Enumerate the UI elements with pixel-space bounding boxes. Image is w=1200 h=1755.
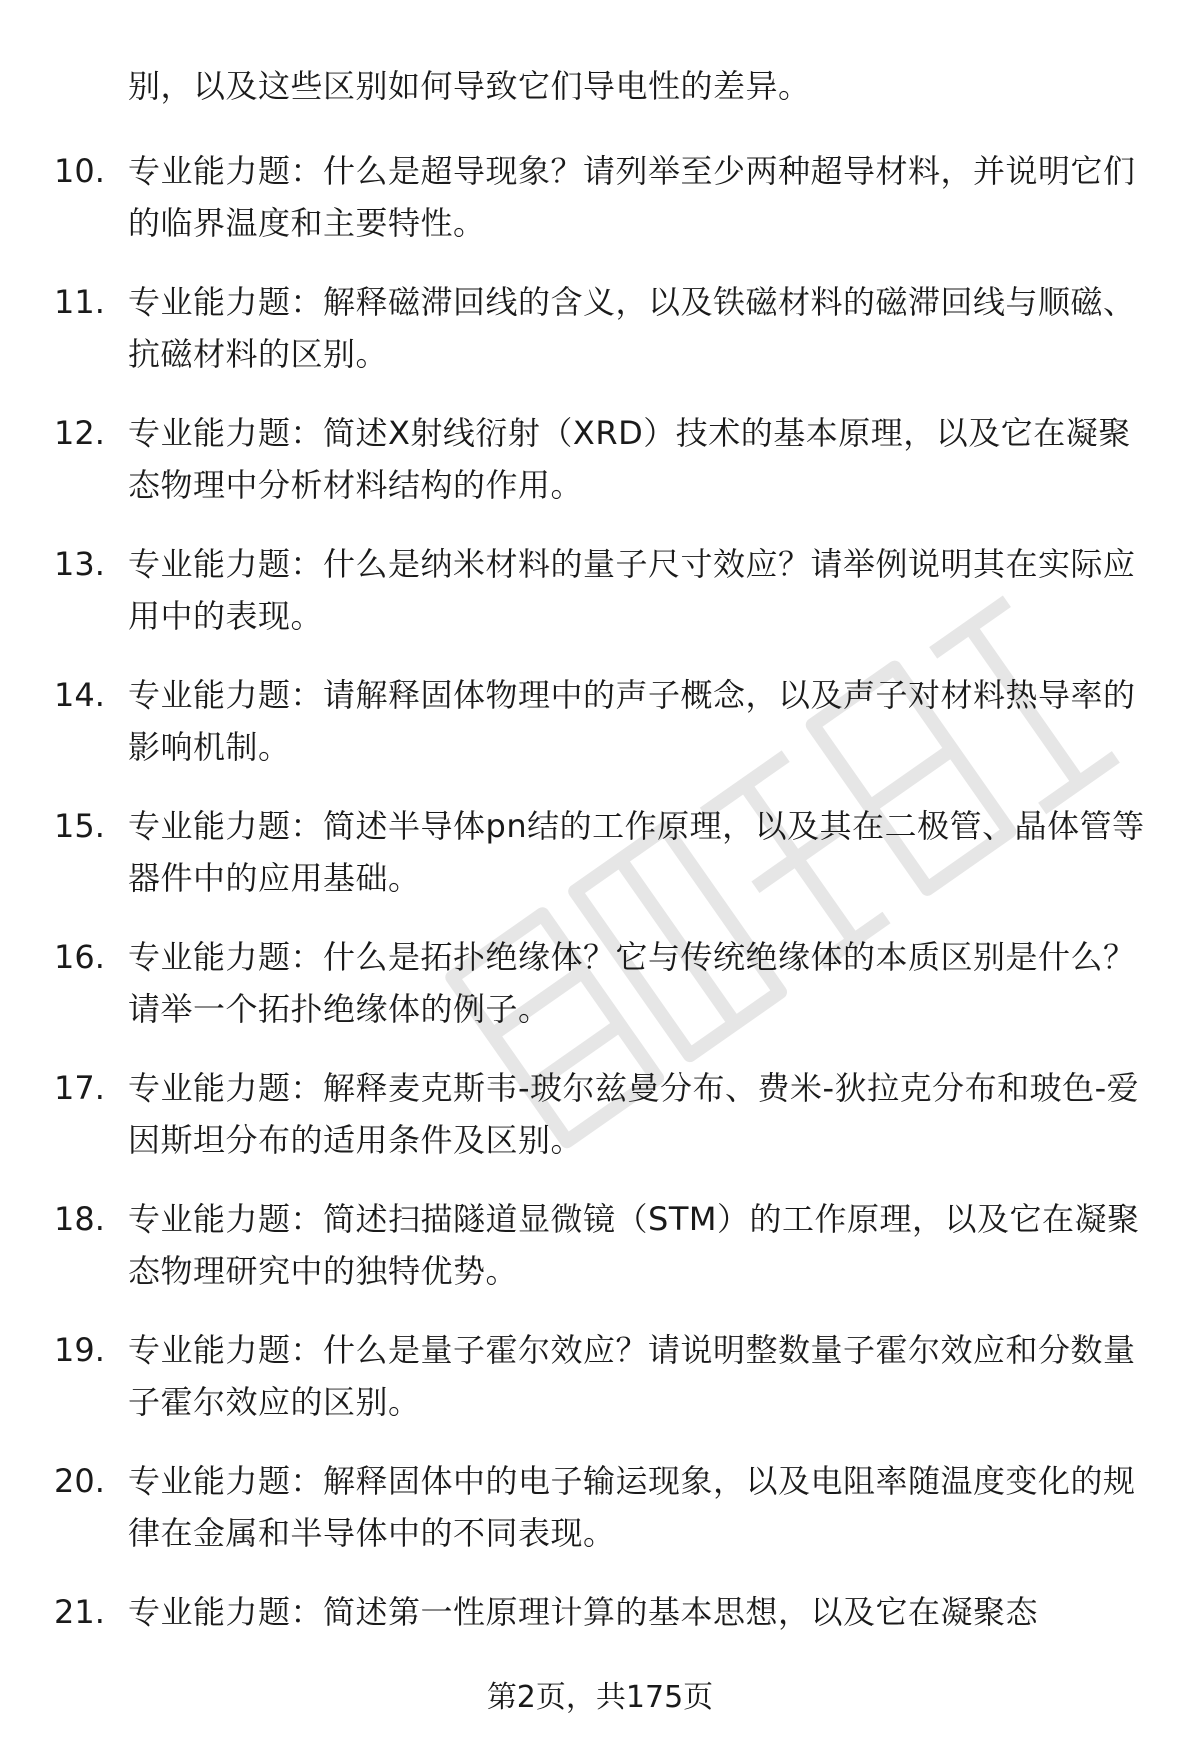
question-list: [0, 145, 1200, 1717]
question-number: 12.: [54, 414, 105, 452]
page-footer: 第2页，共175页: [486, 1680, 714, 1715]
question-number: 14.: [54, 676, 105, 714]
question-item: [0, 538, 1200, 669]
question-text: 专业能力题：解释麦克斯韦-玻尔兹曼分布、费米-狄拉克分布和玻色-爱因斯坦分布的适用条件及区别。: [128, 1069, 1140, 1159]
question-number: 21.: [54, 1593, 105, 1631]
question-number: 20.: [54, 1462, 105, 1500]
question-text: 专业能力题：解释固体中的电子输运现象，以及电阻率随温度变化的规律在金属和半导体中的不同表现。: [128, 1462, 1136, 1552]
question-item: [0, 407, 1200, 538]
question-text: 专业能力题：什么是量子霍尔效应？请说明整数量子霍尔效应和分数量子霍尔效应的区别。: [128, 1331, 1136, 1421]
question-number: 13.: [54, 545, 105, 583]
question-item: [0, 1062, 1200, 1193]
question-text: 专业能力题：什么是超导现象？请列举至少两种超导材料，并说明它们的临界温度和主要特性。: [128, 152, 1136, 242]
question-item: [0, 669, 1200, 800]
question-number: 10.: [54, 152, 105, 190]
question-text: 专业能力题：简述第一性原理计算的基本思想，以及它在凝聚态: [128, 1593, 1039, 1631]
question-item: [0, 1193, 1200, 1324]
question-text: 专业能力题：简述半导体pn结的工作原理，以及其在二极管、晶体管等器件中的应用基础。: [128, 807, 1145, 897]
question-number: 11.: [54, 283, 105, 321]
question-number: 16.: [54, 938, 105, 976]
question-item: [0, 931, 1200, 1062]
question-text: 专业能力题：请解释固体物理中的声子概念，以及声子对材料热导率的影响机制。: [128, 676, 1136, 766]
question-item: [0, 1324, 1200, 1455]
question-item: [0, 276, 1200, 407]
question-number: 19.: [54, 1331, 105, 1369]
question-text: 专业能力题：简述扫描隧道显微镜（STM）的工作原理，以及它在凝聚态物理研究中的独特优势。: [128, 1200, 1140, 1290]
question-item: [0, 145, 1200, 276]
question-item: [0, 800, 1200, 931]
question-number: 15.: [54, 807, 105, 845]
question-text: 专业能力题：什么是拓扑绝缘体？它与传统绝缘体的本质区别是什么？请举一个拓扑绝缘体的例子。: [128, 938, 1136, 1028]
question-text: 专业能力题：解释磁滞回线的含义，以及铁磁材料的磁滞回线与顺磁、抗磁材料的区别。: [128, 283, 1136, 373]
question-number: 18.: [54, 1200, 105, 1238]
question-number: 17.: [54, 1069, 105, 1107]
question-text: 专业能力题：什么是纳米材料的量子尺寸效应？请举例说明其在实际应用中的表现。: [128, 545, 1136, 635]
question-text: 专业能力题：简述X射线衍射（XRD）技术的基本原理，以及它在凝聚态物理中分析材料结构的作用。: [128, 414, 1131, 504]
continued-question-text: 别，以及这些区别如何导致它们导电性的差异。: [128, 67, 811, 105]
question-item: [0, 1455, 1200, 1586]
